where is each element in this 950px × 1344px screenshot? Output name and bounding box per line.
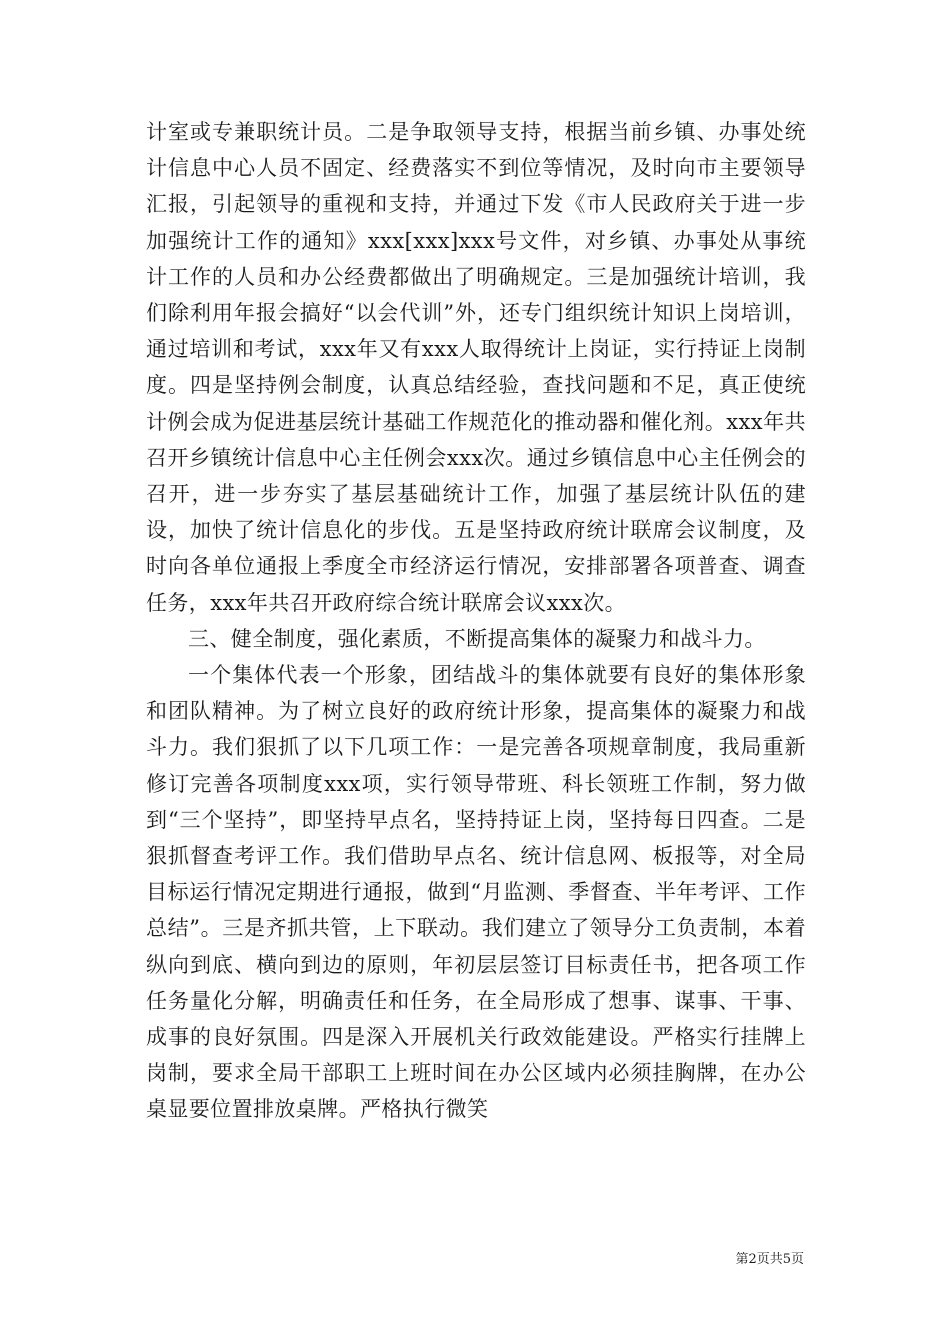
page-number-footer: 第2页共5页 [735,1252,804,1267]
section-heading-three: 三、健全制度，强化素质，不断提高集体的凝聚力和战斗力。 [188,626,766,651]
document-body [146,114,806,1128]
paragraph-continuation: 计室或专兼职统计员。二是争取领导支持，根据当前乡镇、办事处统计信息中心人员不固定、经费落实不到位等情况，及时向市主要领导汇报，引起领导的重视和支持，并通过下发《市人民政府关于进一步加强统计工作的通知》xxx[xxx]xxx号文件，对乡镇、办事处从事统计工作的人员和办公经费都做出了明确规定。三是加强统计培训，我们除利用年报会搞好“以会代训”外，还专门组织统计知识上岗培训，通过培训和考试，xxx年又有xxx人取得统计上岗证，实行持证上岗制度。四是坚持例会制度，认真总结经验，查找问题和不足，真正使统计例会成为促进基层统计基础工作规范化的推动器和催化剂。xxx年共召开乡镇统计信息中心主任例会xxx次。通过乡镇信息中心主任例会的召开，进一步夯实了基层基础统计工作，加强了基层统计队伍的建设，加快了统计信息化的步伐。五是坚持政府统计联席会议制度，及时向各单位通报上季度全市经济运行情况，安排部署各项普查、调查任务，xxx年共召开政府综合统计联席会议xxx次。 [146,120,806,615]
paragraph-collective-image: 一个集体代表一个形象，团结战斗的集体就要有良好的集体形象和团队精神。为了树立良好的政府统计形象，提高集体的凝聚力和战斗力。我们狠抓了以下几项工作：一是完善各项规章制度，我局重新修订完善各项制度xxx项，实行领导带班、科长领班工作制，努力做到“三个坚持”，即坚持早点名，坚持持证上岗，坚持每日四查。二是狠抓督查考评工作。我们借助早点名、统计信息网、板报等，对全局目标运行情况定期进行通报，做到“月监测、季督查、半年考评、工作总结”。三是齐抓共管，上下联动。我们建立了领导分工负责制，本着纵向到底、横向到边的原则，年初层层签订目标责任书，把各项工作任务量化分解，明确责任和任务，在全局形成了想事、谋事、干事、成事的良好氛围。四是深入开展机关行政效能建设。严格实行挂牌上岗制，要求全局干部职工上班时间在办公区域内必须挂胸牌，在办公桌显要位置排放桌牌。严格执行微笑 [146,663,806,1122]
